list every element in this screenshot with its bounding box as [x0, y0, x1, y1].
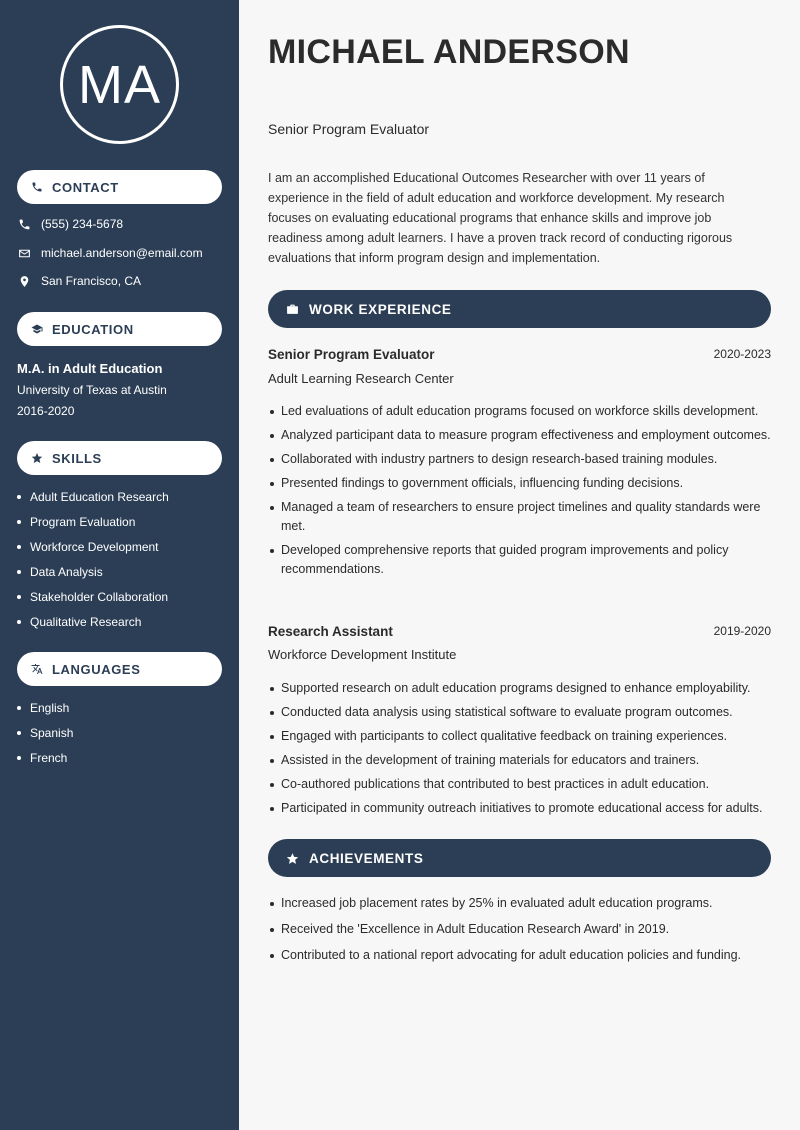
achievements-heading-label: ACHIEVEMENTS	[309, 850, 424, 866]
phone-icon	[31, 181, 43, 193]
job-bullet: Co-authored publications that contributed to best practices in adult education.	[268, 775, 772, 794]
star-icon	[31, 452, 43, 464]
job-bullet: Developed comprehensive reports that guided program improvements and policy recommendations.	[268, 541, 772, 579]
summary-paragraph: I am an accomplished Educational Outcomes Researcher with over 11 years of experience in the field of adult education and workforce development. My research focuses on evaluating educational programs that enhance skills and improve job readiness among adult learners. I have a proven track record of conducting rigorous evaluations that inform program design and implementation.	[268, 171, 733, 265]
email-icon	[17, 246, 31, 260]
achievement-item: Increased job placement rates by 25% in evaluated adult education programs.	[268, 894, 772, 913]
job-dates: 2020-2023	[713, 347, 771, 361]
skills-heading-label: SKILLS	[52, 450, 102, 466]
education-school: University of Texas at Austin	[17, 383, 167, 397]
work-experience-heading-label: WORK EXPERIENCE	[309, 301, 452, 317]
job-bullet: Presented findings to government officials, influencing funding decisions.	[268, 474, 772, 493]
briefcase-icon	[285, 302, 299, 316]
job-bullet: Collaborated with industry partners to design research-based training modules.	[268, 450, 772, 469]
location-pin-icon	[17, 274, 31, 288]
contact-heading-label: CONTACT	[52, 179, 119, 195]
job-bullet: Analyzed participant data to measure program effectiveness and employment outcomes.	[268, 426, 772, 445]
work-experience-heading	[268, 290, 771, 328]
achievements-heading	[268, 839, 771, 877]
contact-heading	[17, 170, 222, 204]
skill-item: Program Evaluation	[17, 509, 169, 534]
skill-item: Data Analysis	[17, 559, 169, 584]
achievement-item: Contributed to a national report advocating for adult education policies and funding.	[268, 946, 772, 965]
education-degree: M.A. in Adult Education	[17, 361, 163, 376]
skill-item: Stakeholder Collaboration	[17, 584, 169, 609]
job-bullet: Led evaluations of adult education programs focused on workforce skills development.	[268, 402, 772, 421]
languages-heading	[17, 652, 222, 686]
education-heading	[17, 312, 222, 346]
star-icon	[285, 851, 299, 865]
job-bullet: Managed a team of researchers to ensure project timelines and quality standards were met.	[268, 498, 772, 536]
skill-item: Workforce Development	[17, 534, 169, 559]
translate-icon	[31, 663, 43, 675]
education-years: 2016-2020	[17, 404, 75, 418]
language-item: English	[17, 695, 73, 720]
skill-item: Adult Education Research	[17, 484, 169, 509]
language-item: Spanish	[17, 720, 73, 745]
achievement-bullets	[268, 894, 772, 965]
job-bullets	[268, 402, 772, 579]
phone-text: (555) 234-5678	[41, 217, 124, 231]
skills-heading	[17, 441, 222, 475]
skill-item: Qualitative Research	[17, 609, 169, 634]
sidebar	[0, 0, 239, 1130]
candidate-name: MICHAEL ANDERSON	[268, 33, 630, 71]
job-title: Senior Program Evaluator	[268, 347, 435, 362]
achievement-item: Received the 'Excellence in Adult Education Research Award' in 2019.	[268, 920, 772, 939]
contact-location	[17, 274, 141, 288]
contact-phone	[17, 217, 123, 231]
graduation-cap-icon	[31, 323, 43, 335]
job-company: Adult Learning Research Center	[268, 371, 454, 386]
job-bullets	[268, 679, 772, 818]
job-title: Research Assistant	[268, 624, 393, 639]
email-text[interactable]: michael.anderson@email.com	[41, 246, 203, 260]
languages-list	[17, 695, 73, 770]
job-bullet: Conducted data analysis using statistical software to evaluate program outcomes.	[268, 703, 772, 722]
education-heading-label: EDUCATION	[52, 321, 134, 337]
job-bullet: Assisted in the development of training materials for educators and trainers.	[268, 751, 772, 770]
job-dates: 2019-2020	[713, 624, 771, 638]
job-bullet: Supported research on adult education programs designed to enhance employability.	[268, 679, 772, 698]
phone-icon	[17, 217, 31, 231]
contact-email	[17, 246, 203, 260]
monogram-avatar: MA	[60, 25, 179, 144]
job-bullet: Engaged with participants to collect qualitative feedback on training experiences.	[268, 727, 772, 746]
languages-heading-label: LANGUAGES	[52, 661, 141, 677]
job-bullet: Participated in community outreach initiatives to promote educational access for adults.	[268, 799, 772, 818]
skills-list	[17, 484, 169, 634]
language-item: French	[17, 745, 73, 770]
job-company: Workforce Development Institute	[268, 647, 457, 662]
candidate-title: Senior Program Evaluator	[268, 121, 430, 137]
location-text: San Francisco, CA	[41, 274, 142, 288]
